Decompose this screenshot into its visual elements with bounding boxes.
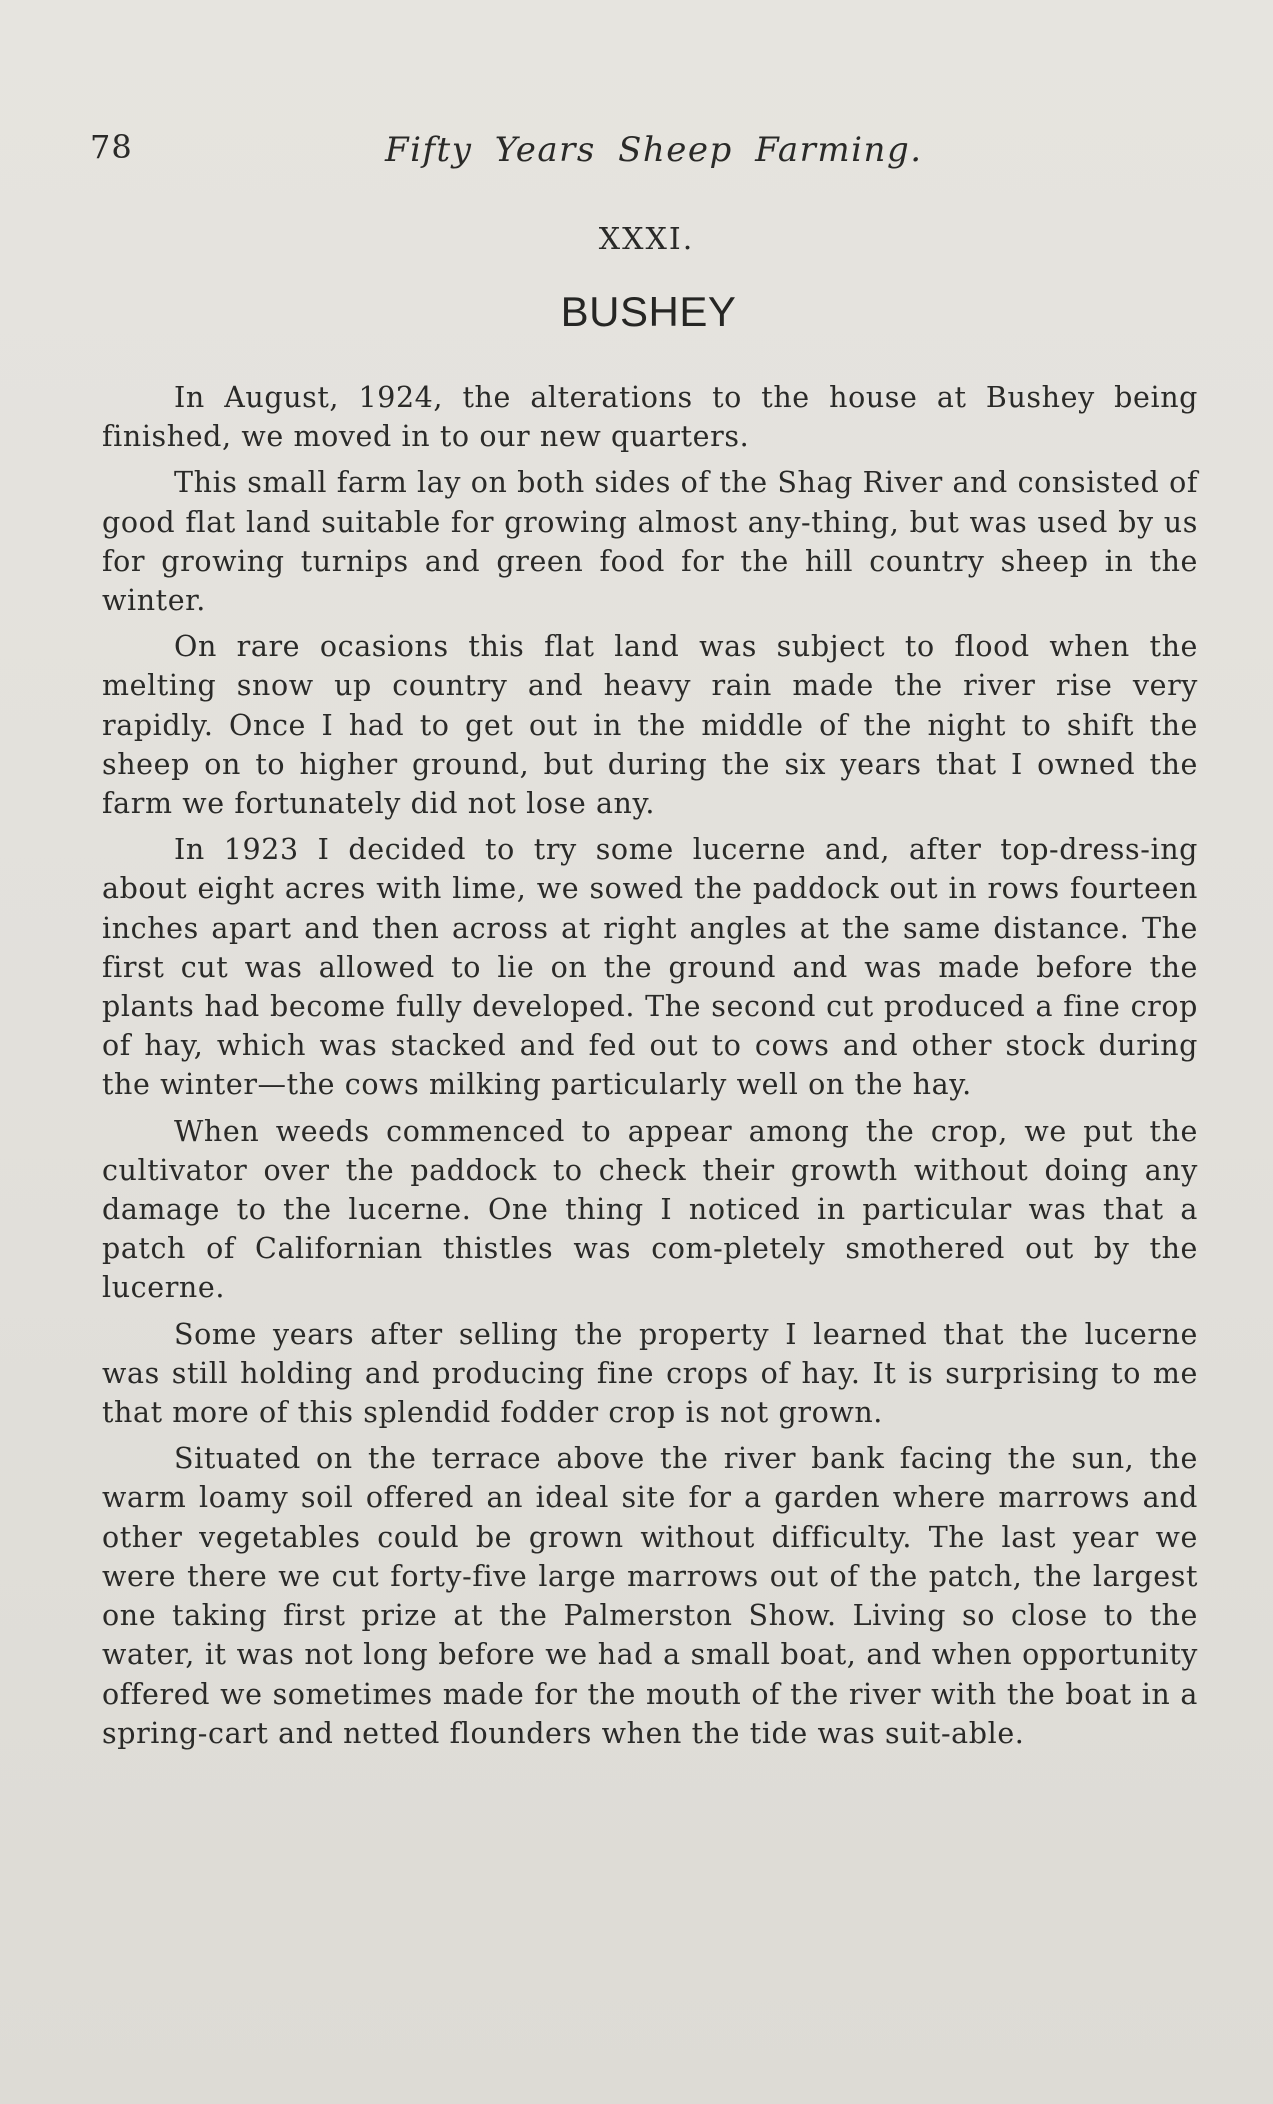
paragraph: When weeds commenced to appear among the crop, we put the cultivator over the paddock to check their growth without doing any damage to the lucerne. One thing I noticed in particular was that a patch of Californian thistles was com-pletely smothered out by the lucerne. (102, 1114, 1198, 1305)
chapter-title: BUSHEY (560, 288, 737, 335)
paragraph: On rare ocasions this flat land was subject to flood when the melting snow up country and heavy rain made the river rise very rapidly. Once I had to get out in the middle of the night to shift the sheep on to higher ground, but during the six years that I owned the farm we fortunately did not lose any. (102, 630, 1198, 821)
paragraph: Some years after selling the property I learned that the lucerne was still holding and producing fine crops of hay. It is surprising to me that more of this splendid fodder crop is not grown. (102, 1317, 1198, 1430)
page-header (90, 128, 1200, 178)
paragraph: In August, 1924, the alterations to the house at Bushey being finished, we moved in to our new quarters. (102, 381, 1198, 454)
page-number: 78 (90, 128, 133, 166)
paragraph: This small farm lay on both sides of the Shag River and consisted of good flat land suitable for growing almost any-thing, but was used by us for growing turnips and green food for the hill country sheep in the winter. (102, 466, 1198, 618)
chapter-number: XXXI. (598, 222, 695, 257)
running-title: Fifty Years Sheep Farming. (385, 130, 923, 170)
paragraph: Situated on the terrace above the river bank facing the sun, the warm loamy soil offered an ideal site for a garden where marrows and other vegetables could be grown without difficulty. The last year we were there we cut forty-five large marrows out of the patch, the largest one taking first prize at the Palmerston Show. Living so close to the water, it was not long before we had a small boat, and when opportunity offered we sometimes made for the mouth of the river with the boat in a spring-cart and netted flounders when the tide was suit-able. (102, 1442, 1198, 1750)
paragraph: In 1923 I decided to try some lucerne and, after top-dress-ing about eight acres with lime, we sowed the paddock out in rows fourteen inches apart and then across at right angles at the same distance. The first cut was allowed to lie on the ground and was made before the plants had become fully developed. The second cut produced a fine crop of hay, which was stacked and fed out to cows and other stock during the winter—the cows milking particularly well on the hay. (102, 833, 1198, 1102)
chapter-body (102, 378, 1198, 1760)
